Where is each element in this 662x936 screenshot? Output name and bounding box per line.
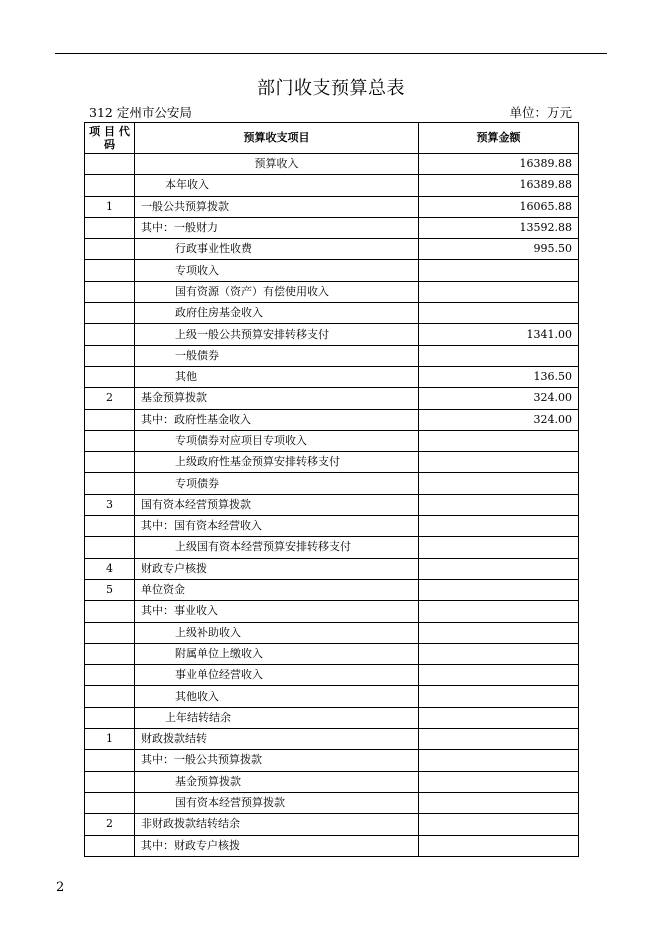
table-row xyxy=(85,558,579,579)
row-amount: 995.50 xyxy=(419,239,579,260)
row-item: 上级国有资本经营预算安排转移支付 xyxy=(135,537,419,558)
table-row xyxy=(85,430,579,451)
row-code xyxy=(85,260,135,281)
table-row xyxy=(85,154,579,175)
table-row xyxy=(85,281,579,302)
row-code xyxy=(85,665,135,686)
row-item: 非财政拨款结转结余 xyxy=(135,814,419,835)
row-amount xyxy=(419,707,579,728)
row-code xyxy=(85,345,135,366)
row-code xyxy=(85,750,135,771)
row-amount xyxy=(419,430,579,451)
row-code xyxy=(85,154,135,175)
row-code xyxy=(85,324,135,345)
row-item: 财政拨款结转 xyxy=(135,729,419,750)
row-item: 一般公共预算拨款 xyxy=(135,196,419,217)
row-code xyxy=(85,707,135,728)
row-code xyxy=(85,686,135,707)
row-code xyxy=(85,643,135,664)
row-amount xyxy=(419,345,579,366)
row-code xyxy=(85,792,135,813)
row-code xyxy=(85,281,135,302)
row-item: 财政专户核拨 xyxy=(135,558,419,579)
table-row xyxy=(85,771,579,792)
row-item: 专项债券 xyxy=(135,473,419,494)
row-item: 上级补助收入 xyxy=(135,622,419,643)
row-amount: 16065.88 xyxy=(419,196,579,217)
table-row xyxy=(85,217,579,238)
header-amount: 预算金额 xyxy=(419,123,579,154)
row-amount: 13592.88 xyxy=(419,217,579,238)
table-row xyxy=(85,792,579,813)
row-item: 其中：政府性基金收入 xyxy=(135,409,419,430)
table-row xyxy=(85,452,579,473)
table-row xyxy=(85,324,579,345)
row-code xyxy=(85,217,135,238)
row-amount: 136.50 xyxy=(419,366,579,387)
table-row xyxy=(85,260,579,281)
row-amount: 1341.00 xyxy=(419,324,579,345)
table-row xyxy=(85,366,579,387)
header-code: 项 目 代 码 xyxy=(85,123,135,154)
row-amount xyxy=(419,558,579,579)
row-item: 其他收入 xyxy=(135,686,419,707)
table-row xyxy=(85,388,579,409)
table-row xyxy=(85,239,579,260)
table-row xyxy=(85,729,579,750)
table-row xyxy=(85,707,579,728)
unit-label: 单位：万元 xyxy=(509,105,572,120)
row-code: 2 xyxy=(85,388,135,409)
row-item: 事业单位经营收入 xyxy=(135,665,419,686)
table-row xyxy=(85,835,579,856)
header-rule xyxy=(55,53,607,54)
row-amount xyxy=(419,771,579,792)
row-amount xyxy=(419,281,579,302)
row-code xyxy=(85,239,135,260)
row-item: 其中：一般财力 xyxy=(135,217,419,238)
row-amount xyxy=(419,643,579,664)
row-item: 附属单位上缴收入 xyxy=(135,643,419,664)
row-item: 国有资本经营预算拨款 xyxy=(135,494,419,515)
row-item: 国有资源（资产）有偿使用收入 xyxy=(135,281,419,302)
organization-label: 312 定州市公安局 xyxy=(89,105,192,120)
row-amount xyxy=(419,665,579,686)
table-header-row xyxy=(85,123,579,154)
row-code xyxy=(85,771,135,792)
row-code: 1 xyxy=(85,196,135,217)
row-item: 专项收入 xyxy=(135,260,419,281)
row-item: 本年收入 xyxy=(135,175,419,196)
budget-summary-table xyxy=(84,122,579,857)
row-amount xyxy=(419,473,579,494)
row-code xyxy=(85,175,135,196)
row-amount xyxy=(419,686,579,707)
row-code xyxy=(85,473,135,494)
row-code: 4 xyxy=(85,558,135,579)
row-item: 其中：一般公共预算拨款 xyxy=(135,750,419,771)
row-amount xyxy=(419,260,579,281)
row-amount xyxy=(419,729,579,750)
table-row xyxy=(85,409,579,430)
table-row xyxy=(85,750,579,771)
row-code: 5 xyxy=(85,579,135,600)
page-number: 2 xyxy=(56,880,65,895)
row-item: 其中：国有资本经营收入 xyxy=(135,516,419,537)
row-code xyxy=(85,452,135,473)
row-item: 政府住房基金收入 xyxy=(135,303,419,324)
page-title: 部门收支预算总表 xyxy=(257,78,405,99)
row-amount xyxy=(419,622,579,643)
table-row xyxy=(85,665,579,686)
row-amount xyxy=(419,452,579,473)
row-code xyxy=(85,537,135,558)
row-item: 其中：财政专户核拨 xyxy=(135,835,419,856)
row-code xyxy=(85,835,135,856)
row-item: 行政事业性收费 xyxy=(135,239,419,260)
row-amount xyxy=(419,814,579,835)
table-row xyxy=(85,579,579,600)
row-amount: 16389.88 xyxy=(419,175,579,196)
row-code xyxy=(85,622,135,643)
table-row xyxy=(85,537,579,558)
row-amount xyxy=(419,516,579,537)
row-code: 3 xyxy=(85,494,135,515)
table-row xyxy=(85,686,579,707)
row-item: 国有资本经营预算拨款 xyxy=(135,792,419,813)
row-amount xyxy=(419,579,579,600)
row-code xyxy=(85,601,135,622)
row-item: 上级政府性基金预算安排转移支付 xyxy=(135,452,419,473)
table-row xyxy=(85,345,579,366)
row-code xyxy=(85,409,135,430)
row-amount xyxy=(419,792,579,813)
table-row xyxy=(85,473,579,494)
row-item: 单位资金 xyxy=(135,579,419,600)
table-row xyxy=(85,601,579,622)
row-item: 基金预算拨款 xyxy=(135,771,419,792)
table-row xyxy=(85,175,579,196)
row-amount: 16389.88 xyxy=(419,154,579,175)
table-row xyxy=(85,494,579,515)
row-item: 一般债券 xyxy=(135,345,419,366)
table-row xyxy=(85,196,579,217)
row-item: 预算收入 xyxy=(135,154,419,175)
row-item: 其中：事业收入 xyxy=(135,601,419,622)
row-code: 2 xyxy=(85,814,135,835)
row-code xyxy=(85,303,135,324)
row-code xyxy=(85,430,135,451)
row-code xyxy=(85,516,135,537)
row-amount xyxy=(419,537,579,558)
row-amount xyxy=(419,494,579,515)
row-item: 基金预算拨款 xyxy=(135,388,419,409)
row-amount xyxy=(419,303,579,324)
row-code xyxy=(85,366,135,387)
row-code: 1 xyxy=(85,729,135,750)
row-amount: 324.00 xyxy=(419,388,579,409)
table-row xyxy=(85,516,579,537)
row-item: 上年结转结余 xyxy=(135,707,419,728)
header-item: 预算收支项目 xyxy=(135,123,419,154)
table-row xyxy=(85,622,579,643)
row-item: 专项债券对应项目专项收入 xyxy=(135,430,419,451)
row-item: 其他 xyxy=(135,366,419,387)
row-item: 上级一般公共预算安排转移支付 xyxy=(135,324,419,345)
table-row xyxy=(85,643,579,664)
row-amount xyxy=(419,750,579,771)
table-row xyxy=(85,814,579,835)
row-amount xyxy=(419,835,579,856)
row-amount: 324.00 xyxy=(419,409,579,430)
table-row xyxy=(85,303,579,324)
row-amount xyxy=(419,601,579,622)
